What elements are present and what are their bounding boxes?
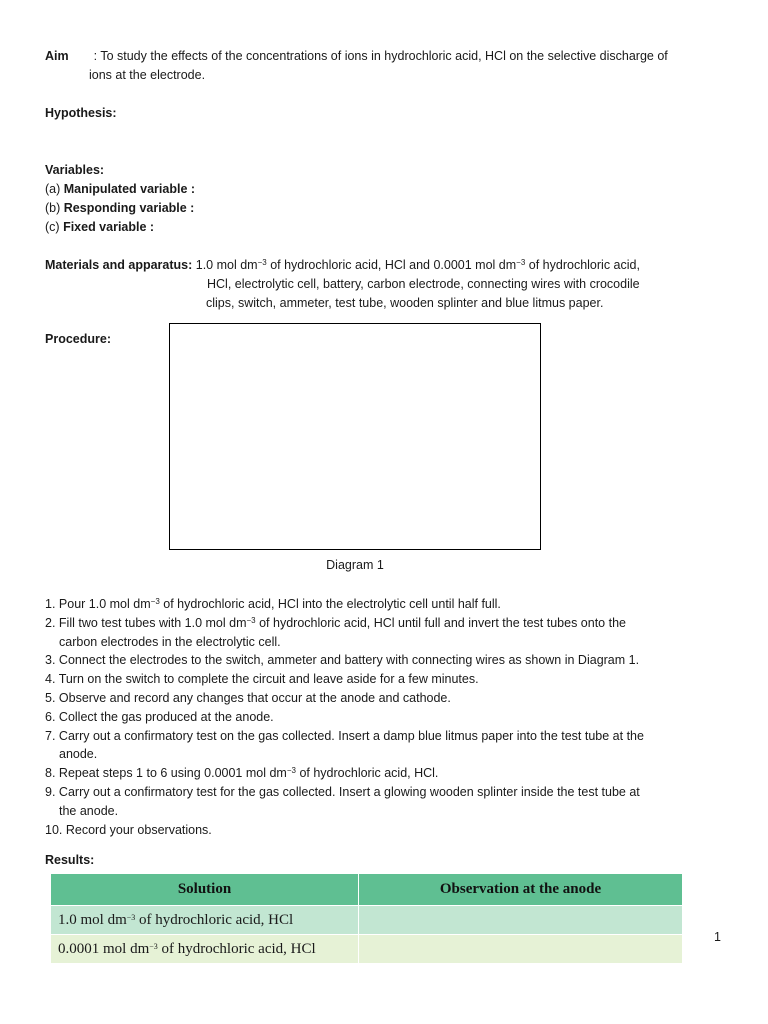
solution-text: of hydrochloric acid, HCl [139,911,294,928]
step-text: Record your observations. [65,822,212,837]
exponent: −3 [286,766,296,776]
materials-text: of hydrochloric acid, HCl and 0.0001 mol dm [270,258,517,272]
step-text: of hydrochloric acid, HCl into the electrolytic cell until half full. [163,597,501,611]
materials-line2: HCl, electrolytic cell, battery, carbon electrode, connecting wires with crocodile [207,277,640,291]
observation-cell[interactable] [359,906,683,935]
exponent: −3 [150,597,160,606]
step-item [45,689,725,708]
diagram-placeholder-box [169,323,541,550]
exponent: −3 [246,615,256,625]
step-text: Fill two test tubes with 1.0 mol dm [58,615,247,630]
variable-manipulated [45,180,195,199]
step-text-continued: anode. [59,747,98,762]
variable-responding [45,199,194,218]
step-text: Turn on the switch to complete the circuit and leave aside for a few minutes. [58,672,479,687]
step-number: 1. [45,597,56,611]
diagram-caption: Diagram 1 [326,558,384,572]
procedure-label: Procedure: [45,332,111,346]
step-text: Carry out a confirmatory test for the gas collected. Insert a glowing wooden splinter inside the test tube at [58,784,640,799]
step-text: of hydrochloric acid, HCl until full and invert the test tubes onto the [259,615,626,630]
column-header-observation: Observation at the anode [359,874,683,906]
materials-text: 1.0 mol dm [195,258,258,272]
variable-prefix: (b) [45,201,61,215]
table-row [51,906,683,935]
materials-label: Materials and apparatus: [45,258,193,272]
step-number: 2. [45,615,56,630]
step-text: Pour 1.0 mol dm [58,597,151,611]
step-text: Collect the gas produced at the anode. [58,709,274,724]
step-item [45,821,725,840]
aim-text-line2: ions at the electrode. [89,68,206,82]
step-number: 4. [45,672,56,687]
solution-text: 0.0001 mol dm [58,940,150,957]
page-number: 1 [714,930,721,944]
step-number: 7. [45,728,56,743]
step-text-continued: the anode. [59,803,119,818]
step-number: 10. [45,822,63,837]
step-number: 5. [45,690,56,705]
step-text: Connect the electrodes to the switch, ammeter and battery with connecting wires as shown in Diagram 1. [58,653,640,668]
step-item [45,727,725,765]
hypothesis-label: Hypothesis: [45,106,117,120]
variable-prefix: (a) [45,182,61,196]
exponent: −3 [516,258,526,267]
solution-cell [51,906,359,935]
step-number: 3. [45,653,56,668]
exponent: −3 [257,258,267,267]
variable-prefix: (c) [45,220,60,234]
step-item [45,651,725,670]
variables-label: Variables: [45,163,105,177]
table-header-row [51,874,683,906]
step-item [45,764,725,783]
aim-separator: : [93,49,98,63]
table-row [51,935,683,964]
materials-text: of hydrochloric acid, [528,258,640,272]
procedure-steps [45,595,725,839]
step-number: 6. [45,709,56,724]
results-label: Results: [45,853,95,867]
materials-line1 [45,256,640,275]
variable-label: Manipulated variable : [63,182,196,196]
solution-cell [51,935,359,964]
solution-text: of hydrochloric acid, HCl [161,940,316,957]
column-header-solution: Solution [51,874,359,906]
step-item [45,670,725,689]
materials-line3: clips, switch, ammeter, test tube, wooden splinter and blue litmus paper. [206,296,604,310]
step-text: Observe and record any changes that occur at the anode and cathode. [58,690,451,705]
aim-label: Aim [45,49,69,63]
results-table [51,874,683,963]
step-item [45,595,725,614]
solution-text: 1.0 mol dm [58,911,127,928]
step-number: 8. [45,766,56,781]
step-text: Carry out a confirmatory test on the gas collected. Insert a damp blue litmus paper into the test tube at the [58,728,644,743]
step-item [45,708,725,727]
variable-fixed [45,218,154,237]
exponent: −3 [149,941,158,951]
step-text-continued: carbon electrodes in the electrolytic cell. [59,634,281,649]
step-text: of hydrochloric acid, HCl. [299,766,439,781]
variable-label: Fixed variable : [63,220,155,234]
step-text: Repeat steps 1 to 6 using 0.0001 mol dm [58,766,287,781]
step-number: 9. [45,784,56,799]
aim-text-line1: To study the effects of the concentrations of ions in hydrochloric acid, HCl on the selective discharge of [100,49,668,63]
observation-cell[interactable] [359,935,683,964]
step-item [45,783,725,821]
variable-label: Responding variable : [63,201,195,215]
step-item [45,614,725,652]
exponent: −3 [126,912,136,922]
aim-section [45,47,668,66]
